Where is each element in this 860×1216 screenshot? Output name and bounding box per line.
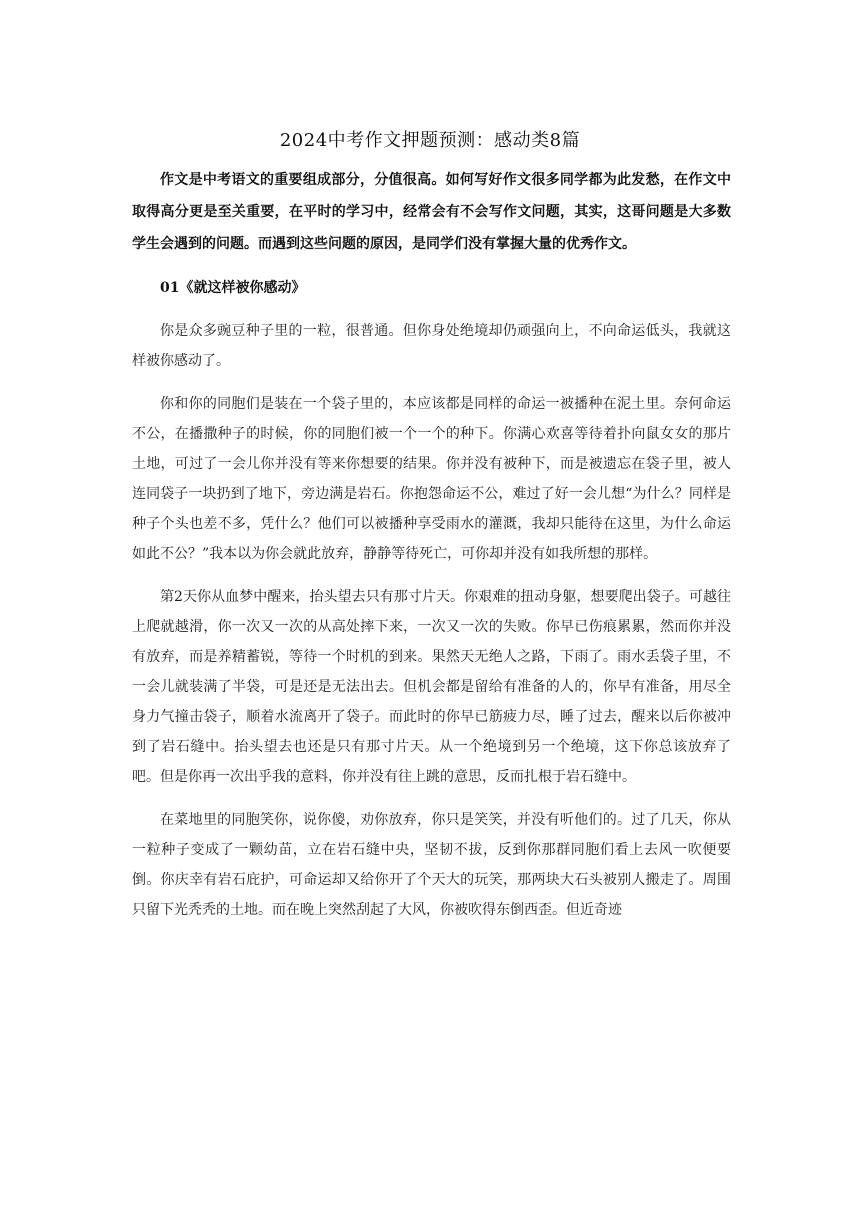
body-paragraph: 你和你的同胞们是装在一个袋子里的，本应该都是同样的命运一被播种在泥土里。奈何命运不公，在播撒种子的时候，你的同胞们被一个一个的种下。你满心欢喜等待着扑向鼠女女的那片土地，可过了一会儿你并没有等来你想要的结果。你并没有被种下，而是被遗忘在袋子里，被人连同袋子一块扔到了地下，旁边满是岩石。你抱怨命运不公，难过了好一会儿想“为什么？同样是种子个头也差不多，凭什么？他们可以被播种享受雨水的灌溉，我却只能待在这里，为什么命运如此不公？”我本以为你会就此放弃，静静等待死亡，可你却并没有如我所想的那样。 xyxy=(132,396,731,562)
body-paragraph: 你是众多豌豆种子里的一粒，很普通。但你身处绝境却仍顽强向上，不向命运低头，我就这样被你感动了。 xyxy=(132,323,731,369)
document-title: 2024中考作文押题预测：感动类8篇 xyxy=(279,130,581,152)
body-paragraph: 第2天你从血梦中醒来，抬头望去只有那寸片天。你艰难的扭动身躯，想要爬出袋子。可越往上爬就越滑，你一次又一次的从高处摔下来，一次又一次的失败。你早已伤痕累累，然而你并没有放弃，而是养精蓄锐，等待一个时机的到来。果然天无绝人之路，下雨了。雨水丢袋子里，不一会儿就装满了半袋，可是还是无法出去。但机会都是留给有准备的人的，你早有准备，用尽全身力气撞击袋子，顺着水流离开了袋子。而此时的你早已筋疲力尽，睡了过去，醒来以后你被冲到了岩石缝中。抬头望去也还是只有那寸片天。从一个绝境到另一个绝境，这下你总该放弃了吧。但是你再一次出乎我的意料，你并没有往上跳的意思，反而扎根于岩石缝中。 xyxy=(132,589,731,785)
document-body xyxy=(132,164,731,938)
section-heading: 01《就这样被你感动》 xyxy=(160,280,306,296)
body-paragraph: 在菜地里的同胞笑你，说你傻，劝你放弃，你只是笑笑，并没有听他们的。过了几天，你从一粒种子变成了一颗幼苗，立在岩石缝中央，坚韧不拔，反到你那群同胞们看上去风一吹便要倒。你庆幸有岩石庇护，可命运却又给你开了个天大的玩笑，那两块大石头被别人搬走了。周围只留下光秃秃的土地。而在晚上突然刮起了大风，你被吹得东倒西歪。但近奇迹 xyxy=(132,812,731,918)
intro-paragraph: 作文是中考语文的重要组成部分，分值很高。如何写好作文很多同学都为此发愁，在作文中取得高分更是至关重要，在平时的学习中，经常会有不会写作文问题，其实，这哥问题是大多数学生会遇到的问题。而遇到这些问题的原因，是同学们没有掌握大量的优秀作文。 xyxy=(132,172,731,252)
